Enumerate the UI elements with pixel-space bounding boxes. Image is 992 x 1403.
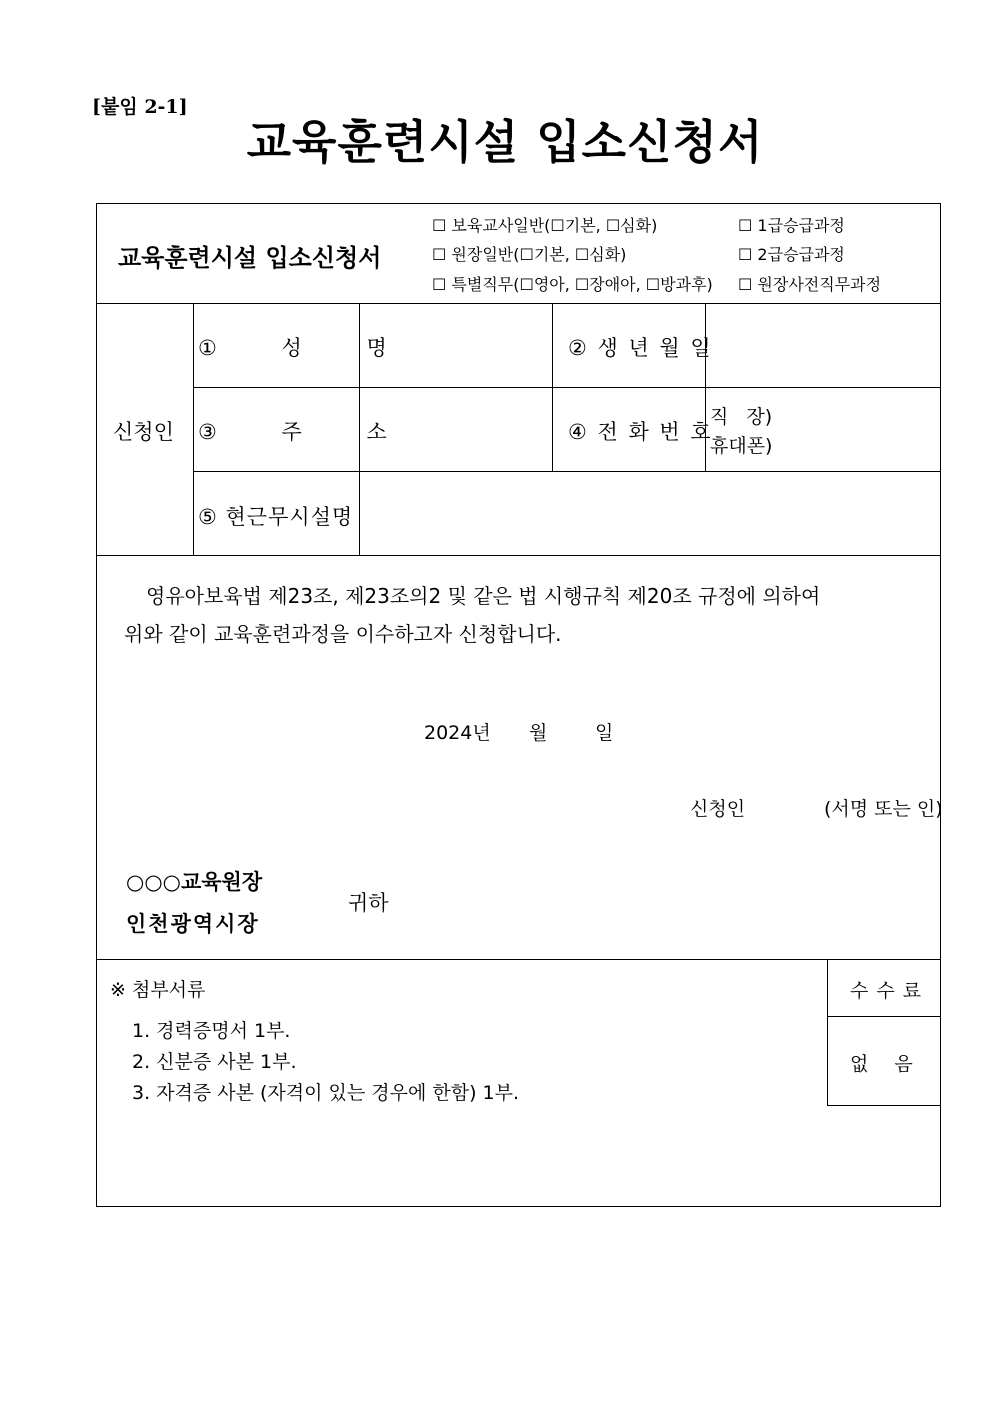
date-day: 일 [595, 722, 614, 744]
workplace-label: ⑤ 현근무시설명 [198, 505, 354, 529]
date-month: 월 [529, 722, 548, 744]
divider [827, 959, 828, 1106]
divider [827, 1016, 941, 1017]
date-year: 2024년 [424, 722, 491, 744]
page-title: 교육훈련시설 입소신청서 [246, 115, 764, 169]
statement-line: 영유아보육법 제23조, 제23조의2 및 같은 법 시행규칙 제20조 규정에 의하여 [146, 584, 821, 608]
course-option[interactable]: ☐ 보육교사일반(☐기본, ☐심화) [432, 216, 658, 235]
course-option[interactable]: ☐ 2급승급과정 [738, 245, 845, 264]
attachment-item: 2. 신분증 사본 1부. [132, 1051, 297, 1073]
course-option[interactable]: ☐ 특별직무(☐영아, ☐장애아, ☐방과후) [432, 275, 713, 294]
signature-hint: (서명 또는 인) [824, 798, 943, 820]
course-option[interactable]: ☐ 1급승급과정 [738, 216, 845, 235]
course-option[interactable]: ☐ 원장일반(☐기본, ☐심화) [432, 245, 627, 264]
divider [193, 471, 941, 472]
birth-label: ② 생 년 월 일 [568, 336, 711, 360]
divider [552, 303, 553, 471]
name-label: ① 성 명 [198, 336, 387, 360]
divider [827, 1105, 941, 1106]
phone-label: ④ 전 화 번 호 [568, 420, 711, 444]
recipient-line: ○○○교육원장 [126, 870, 263, 894]
address-label: ③ 주 소 [198, 420, 387, 444]
divider [193, 387, 941, 388]
divider [96, 303, 941, 304]
divider [96, 555, 941, 556]
statement-line: 위와 같이 교육훈련과정을 이수하고자 신청합니다. [124, 622, 562, 646]
attachment-label: [붙임 2-1] [92, 96, 188, 118]
recipient-line: 인천광역시장 [126, 912, 260, 936]
signature-label: 신청인 [690, 798, 746, 820]
applicant-section-label: 신청인 [113, 420, 174, 444]
course-option[interactable]: ☐ 원장사전직무과정 [738, 275, 882, 294]
divider [96, 959, 941, 960]
recipient-honorific: 귀하 [348, 891, 389, 915]
fee-label: 수 수 료 [850, 980, 922, 1002]
attachment-item: 1. 경력증명서 1부. [132, 1020, 291, 1042]
fee-value: 없 음 [850, 1053, 913, 1075]
attachments-header: ※ 첨부서류 [110, 979, 206, 1001]
divider [193, 303, 194, 555]
form-title: 교육훈련시설 입소신청서 [118, 244, 382, 272]
attachment-item: 3. 자격증 사본 (자격이 있는 경우에 한함) 1부. [132, 1082, 520, 1104]
phone-mobile-field[interactable]: 휴대폰) [710, 435, 773, 457]
phone-work-field[interactable]: 직 장) [710, 406, 773, 428]
